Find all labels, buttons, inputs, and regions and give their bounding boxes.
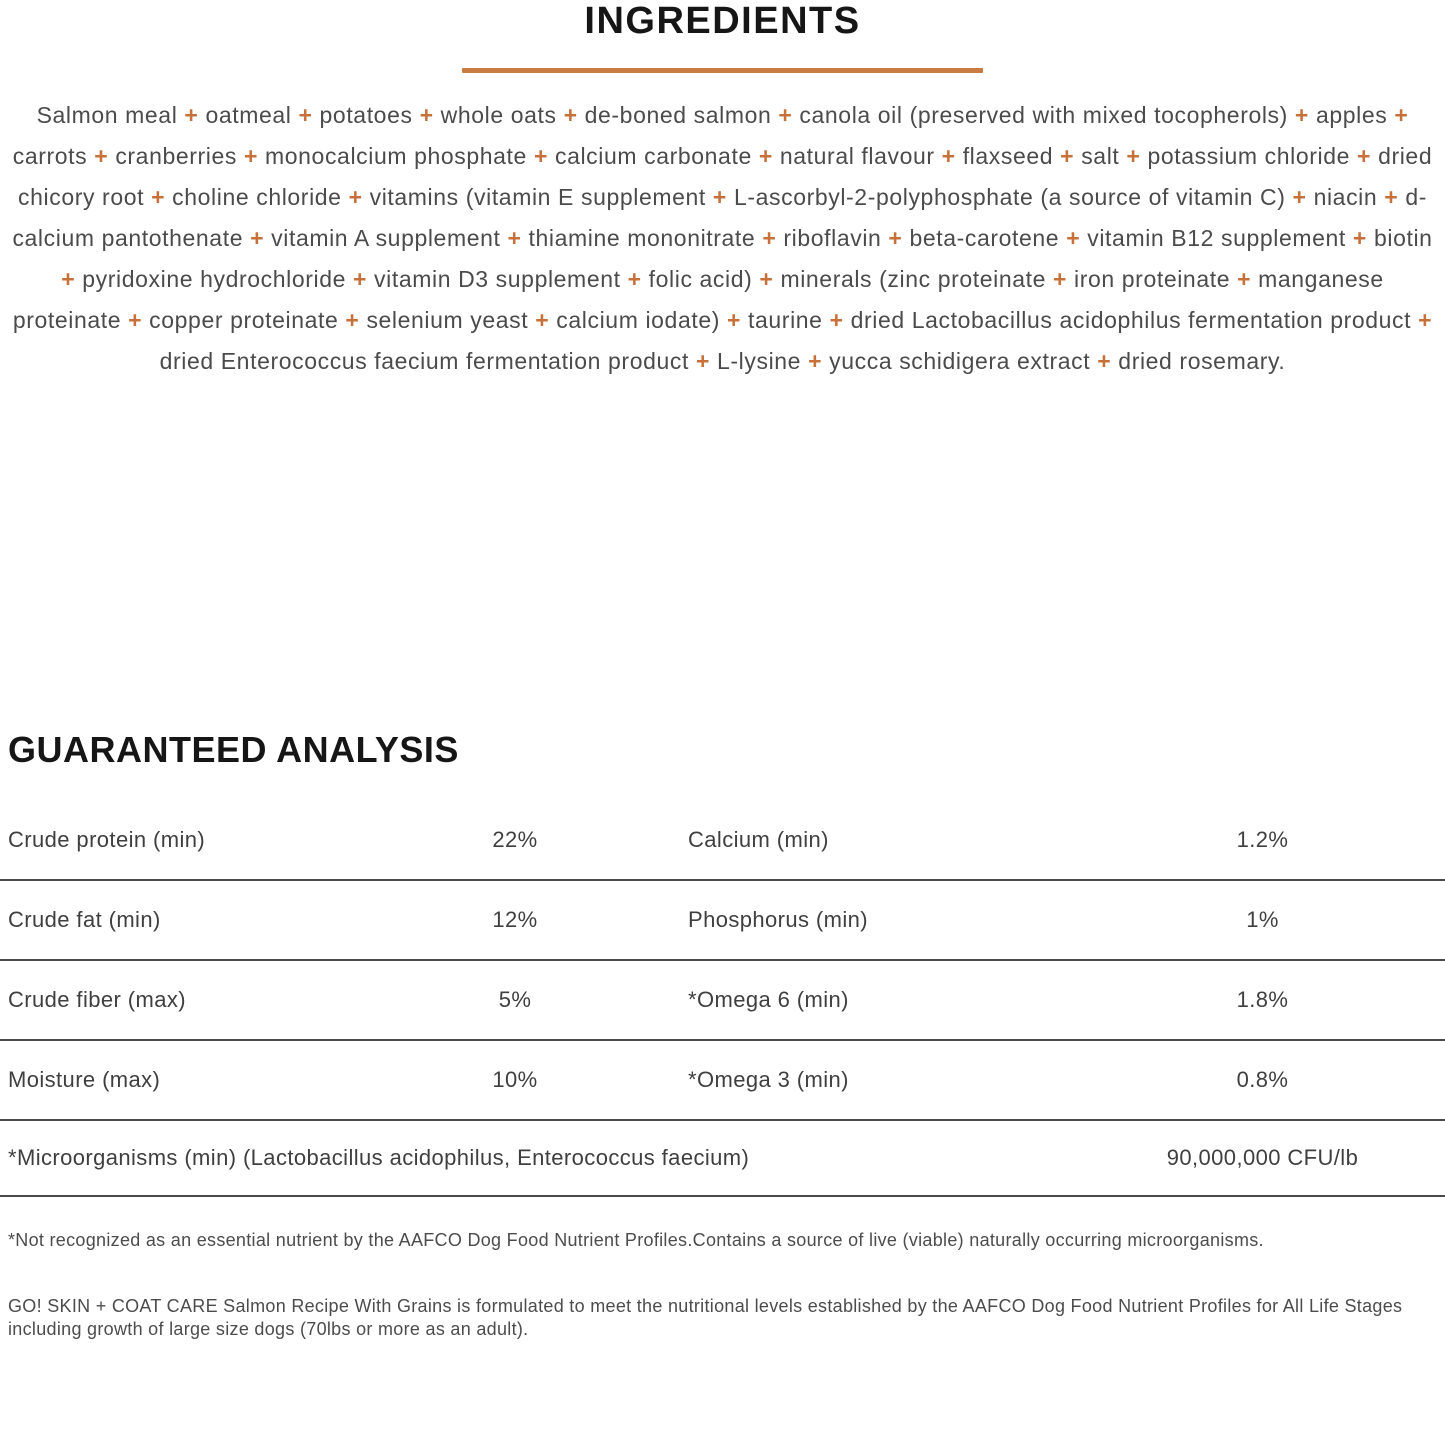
plus-separator: + (1126, 143, 1141, 169)
guaranteed-analysis-title: GUARANTEED ANALYSIS (8, 729, 459, 770)
plus-separator: + (758, 143, 773, 169)
row-value: 90,000,000 CFU/lb (1166, 1145, 1359, 1170)
row-value: 12% (492, 907, 538, 932)
plus-separator: + (151, 184, 166, 210)
plus-separator: + (712, 184, 727, 210)
plus-separator: + (345, 307, 360, 333)
plus-separator: + (808, 348, 823, 374)
plus-separator: + (726, 307, 742, 333)
plus-separator: + (1292, 184, 1307, 210)
plus-separator: + (1294, 102, 1309, 128)
row-label: Crude fiber (max) (8, 987, 186, 1012)
plus-separator: + (1066, 225, 1081, 251)
table-row (0, 961, 1445, 1041)
ingredients-divider-line (462, 68, 983, 73)
aafco-footnote: *Not recognized as an essential nutrient by the AAFCO Dog Food Nutrient Profiles.Contains a source of live (viable) naturally occurring microorganisms. (8, 1230, 1264, 1250)
formulation-note: GO! SKIN + COAT CARE Salmon Recipe With Grains is formulated to meet the nutritional levels established by the AAFCO Dog Food Nutrient Profiles for All Life Stages including growth of large size dogs (70lbs or more as an adult). (8, 1296, 1403, 1339)
plus-separator: + (627, 266, 642, 292)
row-label: Crude fat (min) (8, 907, 161, 932)
table-row (0, 881, 1445, 961)
plus-separator: + (563, 102, 578, 128)
plus-separator: + (243, 143, 259, 169)
ingredients-text: Salmon meal + oatmeal + potatoes + whole oats + de-boned salmon + canola oil (preserved with mixed tocopherols) + apples + carrots + cranberries + monocalcium phosphate + calcium carbonate + natural flavour + flaxseed + salt + potassium chloride + dried chicory root + choline chloride + vitamins (vitamin E supplement + L-ascorbyl-2-polyphosphate (a source of vitamin C) + niacin + d-calcium pantothenate + vitamin A supplement + thiamine mononitrate + riboflavin + beta-carotene + vitamin B12 supplement + biotin + pyridoxine hydrochloride + vitamin D3 supplement + folic acid) + minerals (zinc proteinate + iron proteinate + manganese proteinate + copper proteinate + selenium yeast + calcium iodate) + taurine + dried Lactobacillus acidophilus fermentation product + dried Enterococcus faecium fermentation product + L-lysine + yucca schidigera extract + dried rosemary. (12, 102, 1433, 374)
table-row (0, 801, 1445, 881)
plus-separator: + (1384, 184, 1399, 210)
plus-separator: + (353, 266, 368, 292)
plus-separator: + (250, 225, 265, 251)
plus-separator: + (298, 102, 313, 128)
plus-separator: + (1053, 266, 1068, 292)
plus-separator: + (888, 225, 903, 251)
plus-separator: + (94, 143, 109, 169)
plus-separator: + (759, 266, 774, 292)
plus-separator: + (1060, 143, 1075, 169)
plus-separator: + (419, 102, 434, 128)
plus-separator: + (941, 143, 956, 169)
row-value: 1.2% (1236, 827, 1289, 852)
row-label: Crude protein (min) (8, 827, 206, 852)
plus-separator: + (1357, 143, 1372, 169)
row-value: 0.8% (1236, 1067, 1289, 1092)
plus-separator: + (762, 225, 777, 251)
ingredients-title: INGREDIENTS (584, 0, 861, 42)
plus-separator: + (778, 102, 793, 128)
plus-separator: + (61, 266, 76, 292)
row-value: 10% (492, 1067, 538, 1092)
plus-separator: + (507, 225, 522, 251)
table-row-microorganisms (0, 1121, 1445, 1197)
row-label: *Microorganisms (min) (Lactobacillus acidophilus, Enterococcus faecium) (8, 1145, 750, 1170)
plus-separator: + (1237, 266, 1252, 292)
row-label: *Omega 3 (min) (688, 1067, 849, 1092)
plus-separator: + (533, 143, 548, 169)
plus-separator: + (1097, 348, 1112, 374)
ingredients-section (0, 0, 1445, 382)
row-value: 1% (1246, 907, 1279, 932)
table-row (0, 1041, 1445, 1121)
row-label: *Omega 6 (min) (688, 987, 849, 1012)
plus-separator: + (1394, 102, 1409, 128)
row-label: Moisture (max) (8, 1067, 161, 1092)
plus-separator: + (1352, 225, 1367, 251)
row-value: 22% (492, 827, 538, 852)
guaranteed-analysis-section (0, 729, 1445, 1197)
row-label: Phosphorus (min) (688, 907, 869, 932)
plus-separator: + (128, 307, 143, 333)
plus-separator: + (1418, 307, 1433, 333)
row-value: 1.8% (1236, 987, 1289, 1012)
row-value: 5% (498, 987, 532, 1012)
guaranteed-analysis-table (0, 801, 1445, 1197)
plus-separator: + (348, 184, 363, 210)
row-label: Calcium (min) (688, 827, 829, 852)
plus-separator: + (695, 348, 711, 374)
plus-separator: + (535, 307, 550, 333)
plus-separator: + (829, 307, 844, 333)
plus-separator: + (184, 102, 199, 128)
